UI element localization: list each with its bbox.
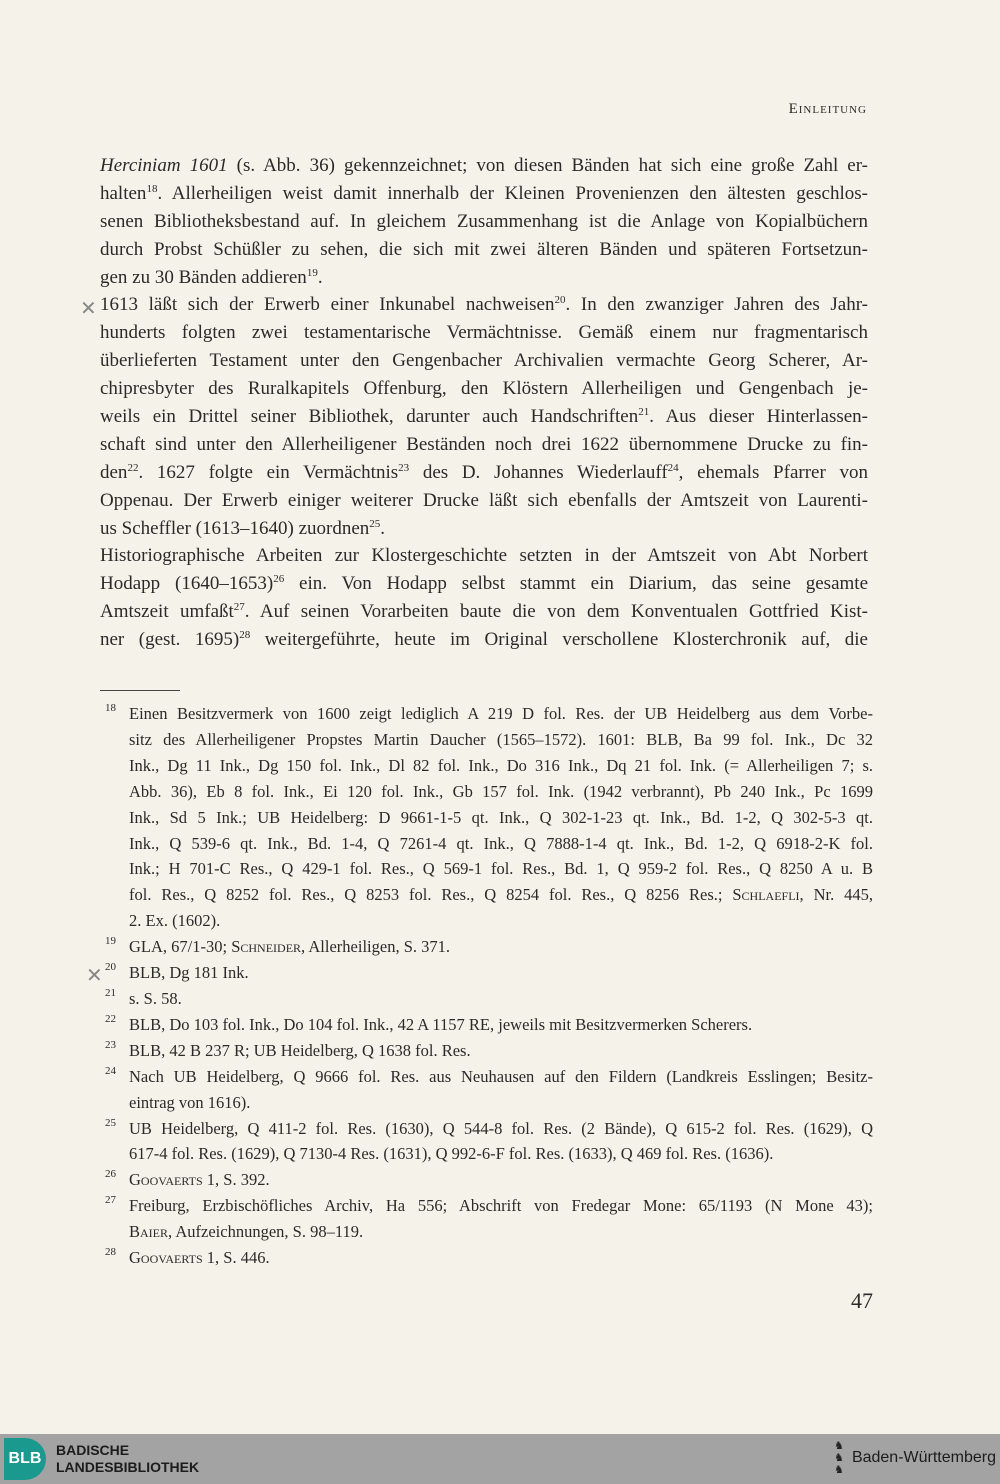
footnote-ref: 18 bbox=[146, 182, 158, 195]
footnote bbox=[105, 986, 873, 1012]
footnote-number: 20 bbox=[105, 961, 116, 974]
author-name: Goovaerts bbox=[129, 1170, 203, 1190]
text-run: GLA, 67/1-30; bbox=[129, 937, 232, 957]
library-name-line1: BADISCHE bbox=[56, 1442, 130, 1458]
footnote-line bbox=[129, 779, 873, 805]
footnote-line bbox=[129, 1141, 873, 1167]
text-run: eintrag von 1616). bbox=[129, 1092, 251, 1112]
text-run: , Nr. 445, bbox=[799, 885, 873, 905]
author-name: Goovaerts bbox=[129, 1248, 203, 1268]
text-line bbox=[100, 347, 868, 375]
text-run: Oppenau. Der Erwerb einiger weiterer Drucke läßt sich ebenfalls der Amtszeit von Laurenti- bbox=[100, 489, 868, 511]
text-run: Einen Besitzvermerk von 1600 zeigt lediglich A 219 D fol. Res. der UB Heidelberg aus dem Vorbe- bbox=[129, 704, 873, 723]
footnote-number: 24 bbox=[105, 1064, 116, 1077]
text-line bbox=[100, 236, 868, 264]
text-run: Nach UB Heidelberg, Q 9666 fol. Res. aus Neuhausen auf den Fildern (Landkreis Esslingen; Besitz- bbox=[129, 1066, 873, 1086]
footnote-line bbox=[129, 856, 873, 882]
footnote-line bbox=[129, 1167, 873, 1193]
text-line bbox=[100, 291, 868, 319]
text-run: überlieferten Testament unter den Gengenbacher Archivalien vermachte Georg Scherer, Ar- bbox=[100, 350, 868, 372]
footnote bbox=[105, 1167, 873, 1193]
baden-wuerttemberg-logo[interactable] bbox=[834, 1440, 996, 1476]
footnote-ref: 23 bbox=[398, 461, 410, 474]
footnote bbox=[105, 934, 873, 960]
text-run: den bbox=[100, 461, 128, 483]
footnote-ref: 26 bbox=[273, 573, 285, 586]
state-label: Baden-Württemberg bbox=[851, 1449, 996, 1466]
text-run: , ehemals Pfarrer von bbox=[678, 461, 868, 483]
italic-text: Herciniam 1601 bbox=[100, 155, 228, 176]
footnote-number: 27 bbox=[105, 1194, 116, 1207]
footnote-number: 19 bbox=[105, 935, 116, 948]
footnote bbox=[105, 1193, 873, 1245]
main-text bbox=[100, 152, 868, 654]
text-run: sitz des Allerheiligener Propstes Martin Daucher (1565–1572). 1601: BLB, Ba 99 fol. Ink., Dc 32 bbox=[129, 729, 873, 749]
footnote-line bbox=[129, 701, 873, 727]
text-run: schaft sind unter den Allerheiligener Beständen noch drei 1622 übernommene Drucke zu fin- bbox=[100, 433, 868, 455]
text-run: . bbox=[380, 517, 386, 539]
text-line bbox=[100, 515, 868, 543]
footnote-line bbox=[129, 882, 873, 908]
author-name: Schneider bbox=[231, 937, 302, 957]
margin-mark-icon: ✕ bbox=[80, 296, 97, 320]
text-run: Freiburg, Erzbischöfliches Archiv, Ha 556; Abschrift von Fredegar Mone: 65/1193 (N Mone 43); bbox=[129, 1196, 873, 1216]
text-line bbox=[100, 542, 868, 570]
footnote-line bbox=[129, 805, 873, 831]
footnote-number: 18 bbox=[105, 702, 116, 714]
text-run: BLB, Dg 181 Ink. bbox=[129, 963, 249, 983]
footnote-line bbox=[129, 934, 873, 960]
text-run: durch Probst Schüßler zu sehen, die sich mit zwei älteren Bänden und späteren Fortsetzun- bbox=[100, 238, 868, 260]
footnote-ref: 20 bbox=[554, 294, 566, 307]
text-run: weils ein Drittel seiner Bibliothek, darunter auch Handschriften bbox=[100, 406, 639, 428]
footnote-ref: 21 bbox=[638, 406, 650, 419]
footnote-number: 25 bbox=[105, 1116, 116, 1129]
author-name: Schlaefli bbox=[732, 885, 800, 905]
text-line bbox=[100, 180, 868, 208]
text-run: . In den zwanziger Jahren des Jahr- bbox=[565, 294, 868, 316]
text-run: gen zu 30 Bänden addieren bbox=[100, 266, 307, 288]
footnote-line bbox=[129, 1064, 873, 1090]
text-run: Historiographische Arbeiten zur Klostergeschichte setzten in der Amtszeit von Abt Norbert bbox=[100, 545, 868, 567]
text-line bbox=[100, 626, 868, 654]
footnote-rule bbox=[100, 690, 180, 691]
viewer-footer bbox=[0, 1434, 1000, 1484]
text-run: 1, S. 392. bbox=[202, 1170, 270, 1190]
footnote bbox=[105, 1116, 873, 1168]
footnote-number: 26 bbox=[105, 1168, 116, 1181]
text-line bbox=[100, 459, 868, 487]
page-number: 47 bbox=[851, 1288, 873, 1313]
footnote-number: 28 bbox=[105, 1246, 116, 1259]
footnote-line bbox=[129, 1245, 873, 1271]
running-head: Einleitung bbox=[788, 101, 867, 117]
text-line bbox=[100, 264, 868, 292]
footnotes bbox=[105, 701, 873, 1271]
footnote-number: 22 bbox=[105, 1012, 116, 1025]
footnote bbox=[105, 701, 873, 934]
text-run: 1, S. 446. bbox=[202, 1248, 270, 1268]
text-run: Ink., Q 539-6 qt. Ink., Bd. 1-4, Q 7261-4 qt. Ink., Q 7888-1-4 qt. Ink., Bd. 1-2, Q 6918-2-K fol. bbox=[129, 833, 873, 853]
text-run: Ink., Dg 11 Ink., Dg 150 fol. Ink., Dl 82 fol. Ink., Do 316 Ink., Dq 21 fol. Ink. (= Allerheiligen 7; s. bbox=[129, 755, 873, 775]
text-run: , Allerheiligen, S. 371. bbox=[301, 937, 450, 957]
text-run: . Auf seinen Vorarbeiten baute die von dem Konventualen Gottfried Kist- bbox=[244, 601, 868, 623]
text-line bbox=[100, 570, 868, 598]
text-run: . Aus dieser Hinterlassen- bbox=[649, 406, 869, 428]
text-line bbox=[100, 375, 868, 403]
text-run: BLB, 42 B 237 R; UB Heidelberg, Q 1638 fol. Res. bbox=[129, 1040, 471, 1060]
text-run: weitergeführte, heute im Original verschollene Klosterchronik auf, die bbox=[250, 629, 868, 651]
text-run: hunderts folgten zwei testamentarische Vermächtnisse. Gemäß einem nur fragmentarisch bbox=[100, 322, 868, 344]
text-line bbox=[100, 598, 868, 626]
text-line bbox=[100, 403, 868, 431]
text-run: Ink., Sd 5 Ink.; UB Heidelberg: D 9661-1-5 qt. Ink., Q 302-1-23 qt. Ink., Bd. 1-2, Q 302-5-3 qt. bbox=[129, 807, 873, 827]
footnote-line bbox=[129, 1193, 873, 1219]
footnote bbox=[105, 960, 873, 986]
text-run: Amtszeit umfaßt bbox=[100, 601, 234, 623]
text-run: (s. Abb. 36) gekennzeichnet; von diesen Bänden hat sich eine große Zahl er- bbox=[227, 155, 868, 176]
text-line bbox=[100, 319, 868, 347]
footnote-ref: 19 bbox=[306, 266, 318, 279]
footnote-ref: 22 bbox=[127, 461, 139, 474]
margin-mark-icon: ✕ bbox=[86, 963, 103, 987]
footnote-line bbox=[129, 908, 873, 934]
footnote-ref: 25 bbox=[369, 517, 381, 530]
footnote-line bbox=[129, 1012, 873, 1038]
author-name: Baier bbox=[129, 1222, 169, 1242]
text-run: fol. Res., Q 8252 fol. Res., Q 8253 fol. Res., Q 8254 fol. Res., Q 8256 Res.; bbox=[129, 885, 733, 905]
text-run: . bbox=[317, 266, 323, 288]
text-run: des D. Johannes Wiederlauff bbox=[409, 461, 668, 483]
footnote-line bbox=[129, 831, 873, 857]
text-run: ein. Von Hodapp selbst stammt ein Diarium, das seine gesamte bbox=[284, 573, 869, 595]
footnote-line bbox=[129, 1090, 873, 1116]
footnote-line bbox=[129, 727, 873, 753]
library-name[interactable] bbox=[56, 1442, 199, 1476]
text-run: halten bbox=[100, 182, 147, 204]
text-line bbox=[100, 431, 868, 459]
footnote-line bbox=[129, 960, 873, 986]
footnote-line bbox=[129, 986, 873, 1012]
text-run: us Scheffler (1613–1640) zuordnen bbox=[100, 517, 370, 539]
footnote-line bbox=[129, 1038, 873, 1064]
text-run: senen Bibliotheksbestand auf. In gleichem Zusammenhang ist die Anlage von Kopialbüchern bbox=[100, 210, 868, 232]
footnote-ref: 24 bbox=[667, 461, 679, 474]
blb-logo[interactable] bbox=[4, 1438, 46, 1480]
text-line bbox=[100, 487, 868, 515]
text-run: Ink.; H 701-C Res., Q 429-1 fol. Res., Q 569-1 fol. Res., Bd. 1, Q 959-2 fol. Res., Q 8250 A u. B bbox=[129, 859, 873, 879]
footnote-number: 23 bbox=[105, 1038, 116, 1051]
text-run: UB Heidelberg, Q 411-2 fol. Res. (1630), Q 544-8 fol. Res. (2 Bände), Q 615-2 fol. Res. (1629), Q bbox=[129, 1118, 873, 1138]
text-run: chipresbyter des Ruralkapitels Offenburg, den Klöstern Allerheiligen und Gengenbach je- bbox=[100, 378, 868, 400]
footnote bbox=[105, 1245, 873, 1271]
text-run: 1613 läßt sich der Erwerb einer Inkunabel nachweisen bbox=[100, 294, 555, 316]
footnote-number: 21 bbox=[105, 986, 116, 999]
text-run: Abb. 36), Eb 8 fol. Ink., Ei 120 fol. Ink., Gb 157 fol. Ink. (1942 verbrannt), Pb 240 Ink., Pc 1699 bbox=[129, 781, 873, 801]
footnote bbox=[105, 1064, 873, 1116]
footnote-line bbox=[129, 753, 873, 779]
footnote-ref: 28 bbox=[239, 629, 251, 642]
text-line bbox=[100, 152, 868, 180]
lion-coat-of-arms-icon: ♞ ♞ ♞ bbox=[834, 1440, 844, 1476]
text-run: 617-4 fol. Res. (1629), Q 7130-4 Res. (1631), Q 992-6-F fol. Res. (1633), Q 469 fol. Res. (1636). bbox=[129, 1144, 774, 1164]
footnote bbox=[105, 1012, 873, 1038]
footnote-line bbox=[129, 1116, 873, 1142]
text-run: Hodapp (1640–1653) bbox=[100, 573, 274, 595]
library-name-line2: LANDESBIBLIOTHEK bbox=[56, 1459, 200, 1475]
footnote bbox=[105, 1038, 873, 1064]
text-run: BLB, Do 103 fol. Ink., Do 104 fol. Ink., 42 A 1157 RE, jeweils mit Besitzvermerken Scherers. bbox=[129, 1014, 753, 1034]
text-run: ner (gest. 1695) bbox=[100, 629, 240, 651]
footnote-line bbox=[129, 1219, 873, 1245]
text-run: s. S. 58. bbox=[129, 988, 182, 1008]
footnote-ref: 27 bbox=[233, 601, 245, 614]
text-run: . Allerheiligen weist damit innerhalb der Kleinen Provenienzen den ältesten geschlos- bbox=[157, 182, 868, 204]
text-line bbox=[100, 208, 868, 236]
logo-text: BLB bbox=[8, 1450, 42, 1467]
text-run: 2. Ex. (1602). bbox=[129, 911, 221, 931]
text-run: , Aufzeichnungen, S. 98–119. bbox=[168, 1222, 364, 1242]
text-run: . 1627 folgte ein Vermächtnis bbox=[138, 461, 399, 483]
